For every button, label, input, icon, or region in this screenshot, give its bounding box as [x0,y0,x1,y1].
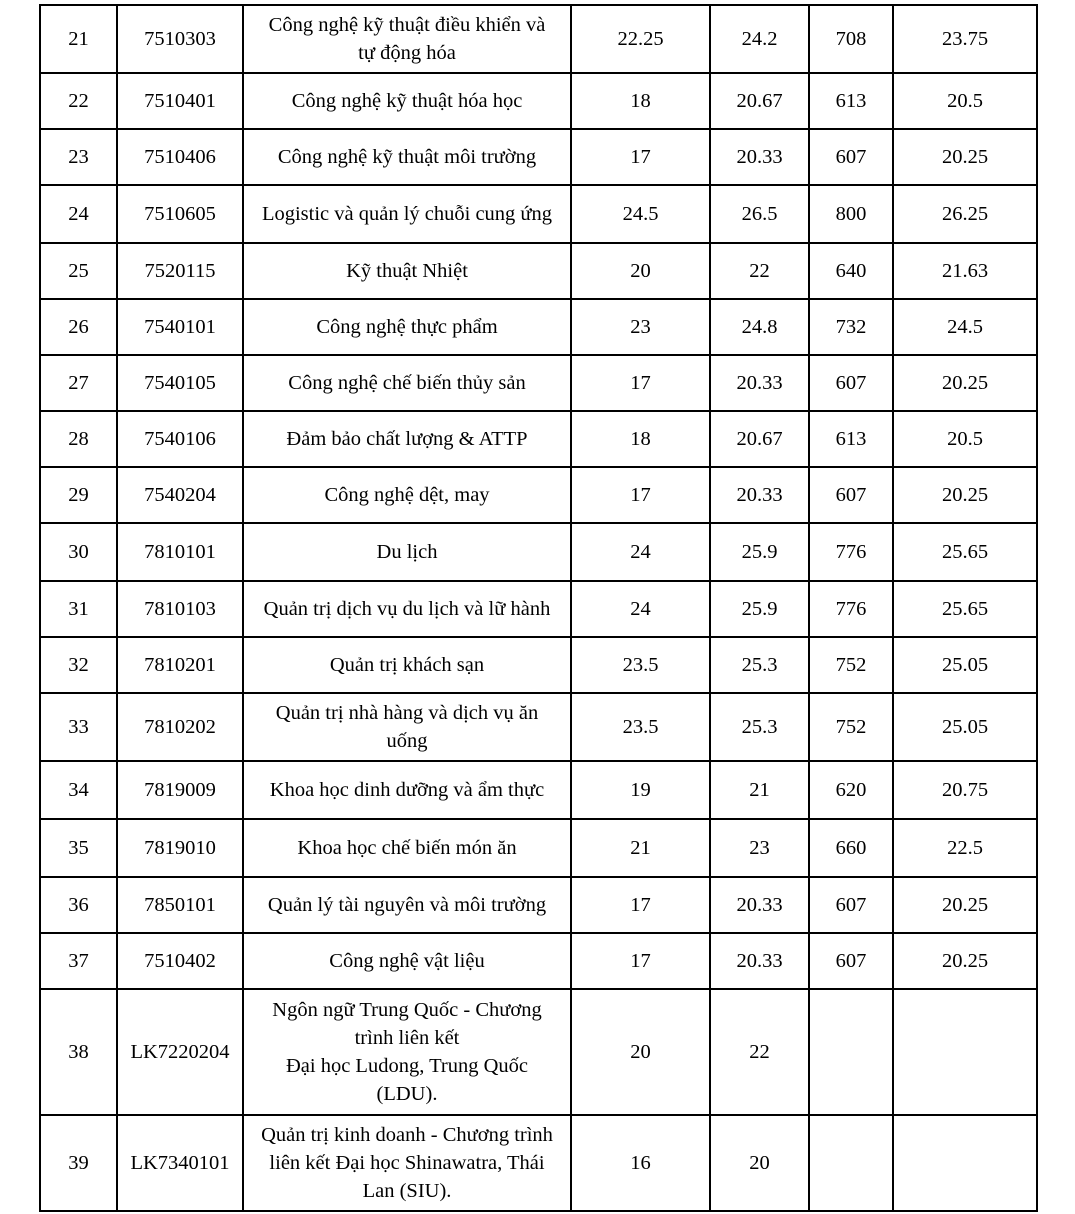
cell-score-2: 20.67 [710,411,809,467]
cell-score-2: 20.33 [710,877,809,933]
cell-major-name [243,467,571,523]
cell-score-1: 17 [571,877,710,933]
cell-major-name [243,637,571,693]
cell-major-name [243,989,571,1115]
cell-score-1: 24 [571,581,710,637]
cell-score-3: 607 [809,467,893,523]
table-row [40,411,1037,467]
cell-stt: 21 [40,5,117,73]
cell-major-name [243,877,571,933]
cell-major-name [243,581,571,637]
cell-major-code: 7810202 [117,693,243,761]
major-name-line: Công nghệ thực phẩm [316,316,498,338]
major-name-line: Kỹ thuật Nhiệt [346,260,468,282]
cell-score-3: 776 [809,523,893,581]
cell-score-4: 20.5 [893,73,1037,129]
cell-score-3: 613 [809,73,893,129]
major-name-line: Công nghệ vật liệu [329,950,485,972]
cell-stt: 24 [40,185,117,243]
cell-stt: 32 [40,637,117,693]
cell-score-2: 22 [710,989,809,1115]
cell-major-name [243,933,571,989]
cell-stt: 22 [40,73,117,129]
major-name-line: Logistic và quản lý chuỗi cung ứng [261,203,553,225]
cell-score-4: 21.63 [893,243,1037,299]
cell-score-3 [809,1115,893,1211]
cell-major-name [243,819,571,877]
cell-stt: 34 [40,761,117,819]
cell-major-name [243,1115,571,1211]
table-row [40,693,1037,761]
major-name-line: Quản trị khách sạn [329,654,485,676]
table-row [40,877,1037,933]
cell-score-1: 24.5 [571,185,710,243]
cell-score-1: 22.25 [571,5,710,73]
major-name-line: Quản trị dịch vụ du lịch và lữ hành [263,598,551,620]
table-row [40,129,1037,185]
table-row [40,185,1037,243]
cell-score-1: 23.5 [571,637,710,693]
cell-score-2: 22 [710,243,809,299]
cell-score-2: 25.3 [710,693,809,761]
cell-score-3: 607 [809,933,893,989]
major-name-line: Khoa học dinh dưỡng và ẩm thực [269,779,545,801]
cell-score-2: 25.3 [710,637,809,693]
cell-stt: 23 [40,129,117,185]
cell-major-code: 7810103 [117,581,243,637]
cell-major-code: 7810201 [117,637,243,693]
cell-score-3: 708 [809,5,893,73]
cell-major-code: 7510406 [117,129,243,185]
cell-stt: 26 [40,299,117,355]
cell-major-code: 7819010 [117,819,243,877]
major-name-line: Công nghệ kỹ thuật môi trường [277,146,537,168]
cell-score-2: 23 [710,819,809,877]
cell-major-code: LK7340101 [117,1115,243,1211]
cell-score-2: 21 [710,761,809,819]
table-row [40,637,1037,693]
cell-score-3: 640 [809,243,893,299]
cell-score-2: 20.33 [710,933,809,989]
cell-score-1: 23.5 [571,693,710,761]
cell-score-1: 20 [571,989,710,1115]
major-name-line: (LDU). [376,1083,438,1105]
major-name-line: Công nghệ dệt, may [324,484,490,506]
cell-score-3: 752 [809,637,893,693]
cell-stt: 36 [40,877,117,933]
table-row [40,299,1037,355]
cell-stt: 39 [40,1115,117,1211]
cell-score-2: 20.33 [710,467,809,523]
cell-major-name [243,355,571,411]
cell-score-1: 20 [571,243,710,299]
table-row [40,5,1037,73]
cell-major-code: 7510401 [117,73,243,129]
major-name-line: Quản trị kinh doanh - Chương trình [261,1124,553,1146]
table-row [40,761,1037,819]
cell-score-1: 17 [571,355,710,411]
cell-score-2: 20.33 [710,355,809,411]
major-name-line: liên kết Đại học Shinawatra, Thái [269,1152,545,1174]
major-name-line: Ngôn ngữ Trung Quốc - Chương [272,999,542,1021]
cell-major-code: 7540106 [117,411,243,467]
cell-score-2: 26.5 [710,185,809,243]
cell-stt: 35 [40,819,117,877]
cell-major-code: 7510303 [117,5,243,73]
cell-score-4: 20.75 [893,761,1037,819]
cell-score-4: 20.25 [893,129,1037,185]
table-row [40,467,1037,523]
major-name-line: tự động hóa [358,42,456,64]
cell-score-2: 24.2 [710,5,809,73]
cell-score-3: 607 [809,355,893,411]
cell-score-1: 17 [571,129,710,185]
major-name-line: Công nghệ chế biến thủy sản [288,372,526,394]
cell-score-1: 24 [571,523,710,581]
cell-score-4: 25.05 [893,637,1037,693]
cell-score-3: 613 [809,411,893,467]
cell-score-3: 660 [809,819,893,877]
cell-major-name [243,523,571,581]
table-row [40,581,1037,637]
major-name-line: Đại học Ludong, Trung Quốc [285,1055,528,1077]
cell-major-name [243,299,571,355]
cell-major-code: 7510605 [117,185,243,243]
cell-score-3: 752 [809,693,893,761]
cell-major-code: 7540101 [117,299,243,355]
cell-major-name [243,411,571,467]
cell-score-4: 20.25 [893,933,1037,989]
cell-stt: 27 [40,355,117,411]
cell-score-4: 24.5 [893,299,1037,355]
cell-major-name [243,129,571,185]
cell-stt: 28 [40,411,117,467]
cell-score-2: 25.9 [710,581,809,637]
major-name-line: Khoa học chế biến món ăn [297,837,517,859]
cell-score-4: 25.65 [893,581,1037,637]
cell-score-2: 20.33 [710,129,809,185]
cell-score-3: 776 [809,581,893,637]
major-name-line: Đảm bảo chất lượng & ATTP [286,428,528,450]
cell-major-name [243,73,571,129]
table-row [40,819,1037,877]
cell-stt: 25 [40,243,117,299]
major-name-line: uống [386,730,428,752]
cell-score-4 [893,1115,1037,1211]
cell-score-2: 25.9 [710,523,809,581]
cell-score-2: 20.67 [710,73,809,129]
cell-score-1: 21 [571,819,710,877]
cell-score-4: 20.25 [893,877,1037,933]
cell-major-code: 7810101 [117,523,243,581]
cell-stt: 30 [40,523,117,581]
cell-major-code: LK7220204 [117,989,243,1115]
cell-stt: 37 [40,933,117,989]
cell-score-3: 620 [809,761,893,819]
table-row [40,1115,1037,1211]
cell-score-3: 607 [809,129,893,185]
cell-major-name [243,761,571,819]
cell-score-4: 25.05 [893,693,1037,761]
cell-score-2: 20 [710,1115,809,1211]
cell-stt: 31 [40,581,117,637]
cell-major-code: 7510402 [117,933,243,989]
table-row [40,989,1037,1115]
cell-score-3: 800 [809,185,893,243]
cell-major-name [243,693,571,761]
cell-score-3: 607 [809,877,893,933]
cell-score-4: 22.5 [893,819,1037,877]
cell-major-name [243,5,571,73]
cell-score-4: 20.25 [893,467,1037,523]
cell-score-1: 16 [571,1115,710,1211]
cell-score-4: 23.75 [893,5,1037,73]
cell-score-1: 23 [571,299,710,355]
cell-stt: 33 [40,693,117,761]
table-row [40,523,1037,581]
cell-score-3 [809,989,893,1115]
cell-score-1: 17 [571,933,710,989]
cell-major-code: 7540105 [117,355,243,411]
cell-score-4: 26.25 [893,185,1037,243]
cell-major-code: 7850101 [117,877,243,933]
cell-major-code: 7520115 [117,243,243,299]
cell-score-1: 17 [571,467,710,523]
major-name-line: Quản trị nhà hàng và dịch vụ ăn [275,702,539,724]
table-row [40,933,1037,989]
major-name-line: Công nghệ kỹ thuật hóa học [291,90,523,112]
cell-major-code: 7819009 [117,761,243,819]
cell-major-name [243,185,571,243]
cell-stt: 38 [40,989,117,1115]
table-body [40,5,1037,1211]
major-name-line: trình liên kết [354,1027,460,1049]
cell-score-1: 18 [571,73,710,129]
cell-score-3: 732 [809,299,893,355]
cell-stt: 29 [40,467,117,523]
cell-score-4: 20.5 [893,411,1037,467]
cell-score-4: 25.65 [893,523,1037,581]
cell-score-4 [893,989,1037,1115]
major-name-line: Du lịch [376,541,438,563]
table-row [40,243,1037,299]
cell-score-2: 24.8 [710,299,809,355]
major-name-line: Công nghệ kỹ thuật điều khiển và [268,14,546,36]
table-row [40,355,1037,411]
table-row [40,73,1037,129]
cell-score-4: 20.25 [893,355,1037,411]
major-name-line: Lan (SIU). [362,1180,452,1202]
cell-score-1: 19 [571,761,710,819]
admission-score-table [39,4,1038,1212]
cell-score-1: 18 [571,411,710,467]
major-name-line: Quản lý tài nguyên và môi trường [267,894,547,916]
cell-major-code: 7540204 [117,467,243,523]
cell-major-name [243,243,571,299]
